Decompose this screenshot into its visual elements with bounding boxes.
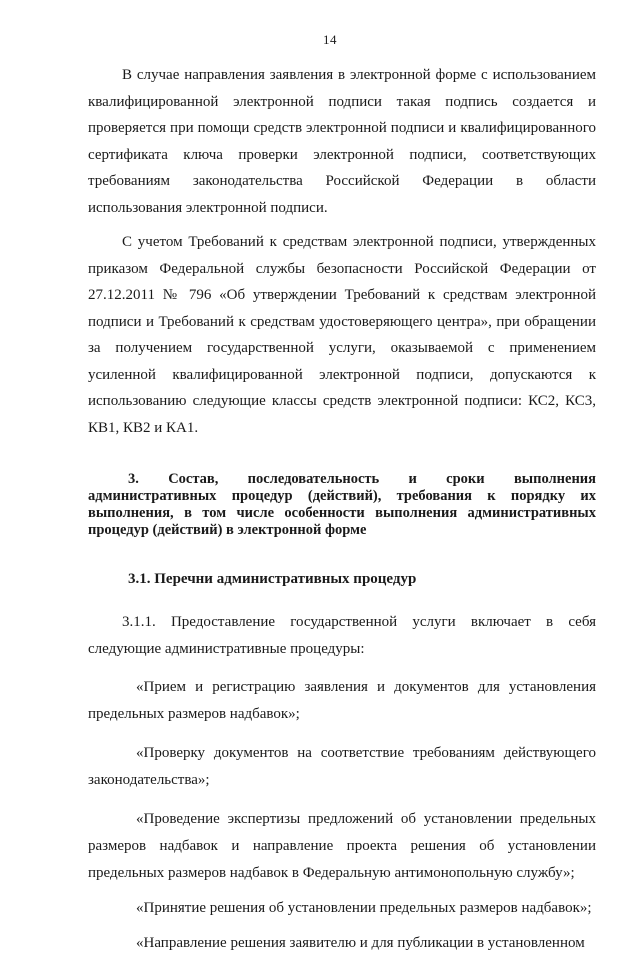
section-heading: 3. Состав, последовательность и сроки выполнения административных процедур (действий), требования к порядку их выполнения, в том числе особенности выполнения административных процедур (действий) в электронной форме <box>88 471 596 538</box>
subsection-heading: 3.1. Перечни административных процедур <box>128 571 417 587</box>
paragraph-procedures-intro: 3.1.1. Предоставление государственной услуги включает в себя следующие административные процедуры: <box>88 614 596 657</box>
document-body <box>88 62 596 957</box>
procedure-item: «Прием и регистрацию заявления и документов для установления предельных размеров надбавок»; <box>88 679 596 722</box>
procedure-item: «Проверку документов на соответствие требованиям действующего законодательства»; <box>88 745 596 788</box>
procedure-item: «Направление решения заявителю и для публикации в установленном <box>136 935 585 951</box>
page-number: 14 <box>323 32 337 47</box>
paragraph-electronic-signature: В случае направления заявления в электронной форме с использованием квалифицированной электронной подписи такая подпись создается и проверяется при помощи средств электронной подписи и квалифицированного сертификата ключа проверки электронной подписи, соответствующих требованиям законодательства Российской Федерации в области использования электронной подписи. <box>88 67 596 216</box>
paragraph-signature-classes: С учетом Требований к средствам электронной подписи, утвержденных приказом Федеральной службы безопасности Российской Федерации от 27.12.2011 № 796 «Об утверждении Требований к средствам электронной подписи и Требований к средствам удостоверяющего центра», при обращении за получением государственной услуги, оказываемой с применением усиленной квалифицированной электронной подписи, допускаются к использованию следующие классы средств электронной подписи: КС2, КС3, КВ1, КВ2 и КА1. <box>88 234 596 436</box>
procedure-item: «Принятие решения об установлении предельных размеров надбавок»; <box>136 900 592 916</box>
procedure-item: «Проведение экспертизы предложений об установлении предельных размеров надбавок и направление проекта решения об установлении предельных размеров надбавок в Федеральную антимонопольную службу»; <box>88 811 596 881</box>
